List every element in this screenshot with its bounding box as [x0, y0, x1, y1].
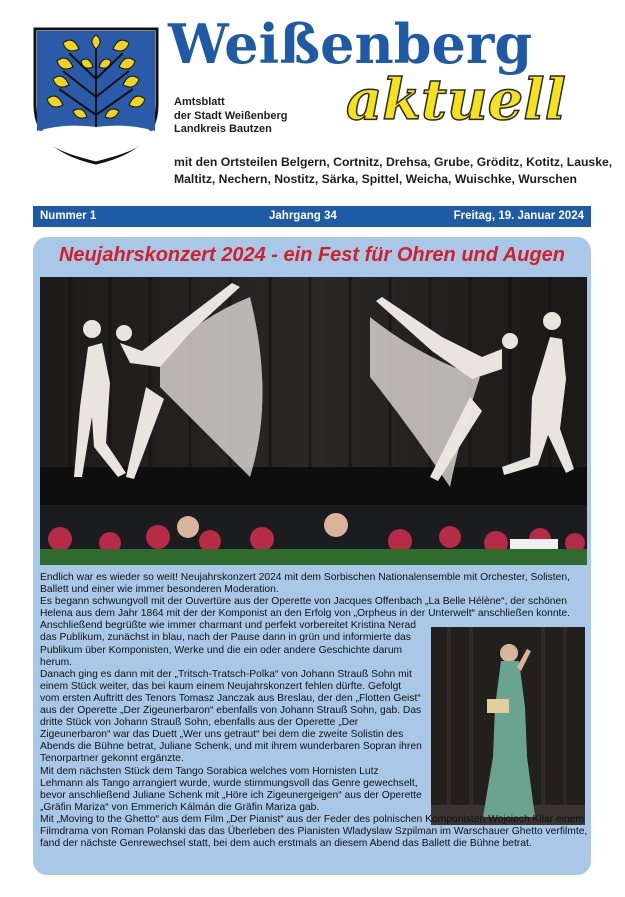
article-body [40, 572, 588, 850]
publisher-line: der Stadt Weißenberg [174, 109, 288, 122]
publisher-line: Landkreis Bautzen [174, 123, 272, 135]
issue-date: Freitag, 19. Januar 2024 [453, 210, 584, 222]
issue-volume: Jahrgang 34 [269, 210, 337, 222]
article-paragraph: Danach ging es dann mit der „Tritsch-Tratsch-Polka“ von Johann Strauß Sohn mit einem Stück weiter, das bei kaum einem Neujahrskonzert fehlen dürfte. Gefolgt vom ersten Auftritt des Tenors Tomasz Janczak aus Breslau, der den „Flotten Geist“ aus der Operette „Der Zigeunerbaron“ ebenfalls von Johann Strauß Sohn, gab. Das dritte Stück von Johann Strauß Sohn, ebenfalls aus der Operette „Der Zigeunerbaron“ war das Duett „Wer uns getraut“ bei dem die zweite Solistin des Abends die Bühne betrat, Juliane Schenk, und mit ihrem wunderbaren Sopran ihren Tenorpartner gekonnt ergänzte. [40, 668, 422, 765]
issue-bar [33, 206, 591, 227]
article-headline: Neujahrskonzert 2024 - ein Fest für Ohren und Augen [58, 244, 565, 266]
article-paragraph: Anschließend begrüßte wie immer charmant und perfekt vorbereitet Kristina Nerad das Publikum, zunächst in blau, nach der Pause dann in grün und informierte das Publikum über Komponisten, Werke und die ein oder andere Geschichte darum herum. [40, 620, 417, 668]
issue-number: Nummer 1 [40, 210, 97, 222]
coat-of-arms-logo [33, 27, 159, 165]
publisher-line: Amtsblatt [174, 96, 225, 108]
article-paragraph: Es begann schwungvoll mit der Ouvertüre aus der Operette von Jacques Offenbach „La Belle Hélène“, der schönen Helena aus dem Jahr 1864 mit der der Komponist an den Erfolg von „Orpheus in der Unterwelt“ anschließen konnte. [40, 596, 571, 620]
newspaper-title: Weißenberg [168, 12, 533, 76]
ballet-stage-photo [40, 277, 587, 565]
article-paragraph: Mit „Moving to the Ghetto“ aus dem Film „Der Pianist“ aus der Feder des polnischen Komponisten Wojciech Kilar einem Filmdrama von Roman Polanski das das Überleben des Pianisten Wladyslaw Szpilman im Warschauer Ghetto verfilmte, fand der nächste Genrewechsel statt, bei dem auch erstmals an diesem Abend das Ballett die Bühne betrat. [40, 813, 588, 850]
districts-line: mit den Ortsteilen Belgern, Cortnitz, Drehsa, Grube, Gröditz, Kotitz, Lauske, Maltitz, Nechern, Nostitz, Särka, Spittel, Weicha, Wuischke, Wurschen [174, 155, 613, 186]
article-paragraph: Endlich war es wieder so weit! Neujahrskonzert 2024 mit dem Sorbischen Nationalensemble mit Orchester, Solisten, Ballett und einer wie immer besonderen Moderation. [40, 572, 570, 596]
newspaper-subtitle: aktuell [346, 67, 566, 133]
publisher-block [174, 96, 287, 137]
article-paragraph: Mit dem nächsten Stück dem Tango Sorabica welches vom Hornisten Lutz Lehmann als Tango arrangiert wurde, wurde stimmungsvoll das Genre gewechselt, bevor anschließend Juliane Schenk mit „Höre ich Zigeunergeigen“ aus der Operette „Gräfin Mariza“ von Emmerich Kálmán die Gräfin Mariza gab. [40, 765, 422, 813]
